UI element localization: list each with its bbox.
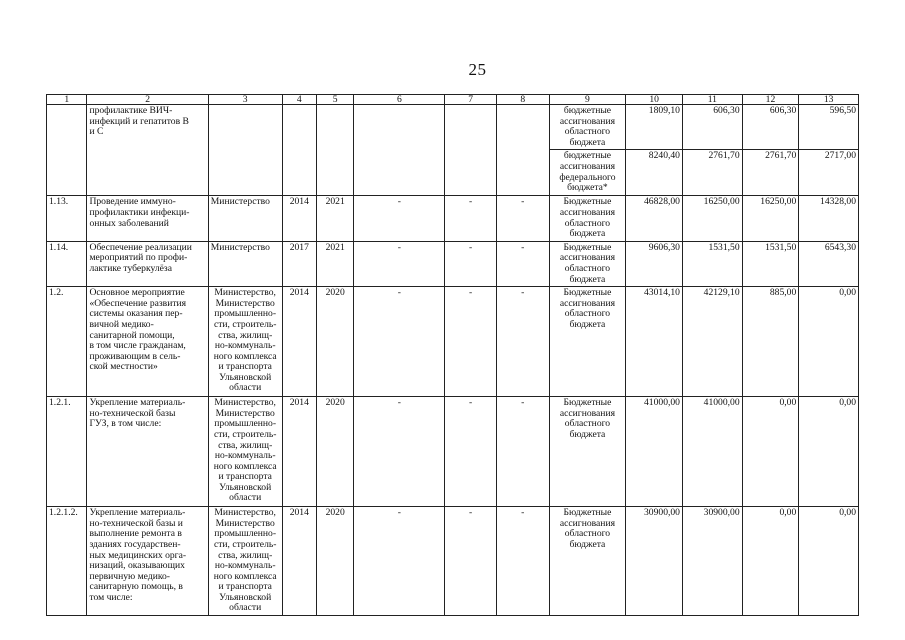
value-col-13: 14328,00 xyxy=(799,196,859,241)
col-8 xyxy=(496,105,549,196)
value-total: 8240,40 xyxy=(626,150,683,196)
header-cell: 12 xyxy=(742,95,799,105)
end-year: 2020 xyxy=(316,397,353,507)
col-7 xyxy=(445,105,497,196)
value-col-12: 885,00 xyxy=(742,287,799,397)
executor: Министерство, Министерство промышленно- сти, строитель- ства, жилищ- но-коммуналь- ного комплекса и транспорта Ульяновской области xyxy=(208,507,282,616)
header-cell: 1 xyxy=(47,95,87,105)
value-col-11: 2761,70 xyxy=(682,150,742,196)
col-7: - xyxy=(445,397,497,507)
funding-source: бюджетные ассигнования федерального бюджета* xyxy=(549,150,626,196)
start-year: 2017 xyxy=(282,241,316,286)
end-year: 2020 xyxy=(316,287,353,397)
col-7: - xyxy=(445,507,497,616)
activity-name: Укрепление материаль- но-технической базы ГУЗ, в том числе: xyxy=(87,397,208,507)
row-number: 1.2. xyxy=(47,287,87,397)
row-number: 1.14. xyxy=(47,241,87,286)
col-8: - xyxy=(496,397,549,507)
start-year: 2014 xyxy=(282,397,316,507)
header-cell: 2 xyxy=(87,95,208,105)
col-6 xyxy=(354,105,445,196)
value-total: 30900,00 xyxy=(626,507,683,616)
header-cell: 9 xyxy=(549,95,626,105)
value-col-11: 606,30 xyxy=(682,105,742,150)
funding-source: бюджетные ассигнования областного бюджета xyxy=(549,105,626,150)
header-cell: 10 xyxy=(626,95,683,105)
col-6: - xyxy=(354,196,445,241)
value-col-12: 0,00 xyxy=(742,397,799,507)
value-total: 9606,30 xyxy=(626,241,683,286)
row-number: 1.2.1.2. xyxy=(47,507,87,616)
activity-name: Обеспечение реализации мероприятий по профи- лактике туберкулёза xyxy=(87,241,208,286)
col-6: - xyxy=(354,397,445,507)
funding-source: Бюджетные ассигнования областного бюджета xyxy=(549,507,626,616)
col-8: - xyxy=(496,196,549,241)
header-cell: 4 xyxy=(282,95,316,105)
activity-name: Укрепление материаль- но-технической базы и выполнение ремонта в зданиях государствен- ных медицинских орга- низаций, оказывающих первичную медико- санитарную помощь, в том числе: xyxy=(87,507,208,616)
header-cell: 11 xyxy=(682,95,742,105)
col-7: - xyxy=(445,241,497,286)
value-col-13: 6543,30 xyxy=(799,241,859,286)
table-row xyxy=(47,507,859,616)
value-total: 41000,00 xyxy=(626,397,683,507)
row-number: 1.13. xyxy=(47,196,87,241)
value-col-12: 1531,50 xyxy=(742,241,799,286)
end-year: 2021 xyxy=(316,196,353,241)
header-cell: 5 xyxy=(316,95,353,105)
col-6: - xyxy=(354,287,445,397)
end-year: 2020 xyxy=(316,507,353,616)
executor xyxy=(208,105,282,196)
col-8: - xyxy=(496,507,549,616)
table-row xyxy=(47,287,859,397)
value-col-11: 42129,10 xyxy=(682,287,742,397)
value-col-11: 1531,50 xyxy=(682,241,742,286)
page-number: 25 xyxy=(468,60,487,79)
executor: Министерство xyxy=(208,241,282,286)
executor: Министерство, Министерство промышленно- сти, строитель- ства, жилищ- но-коммуналь- ного комплекса и транспорта Ульяновской области xyxy=(208,287,282,397)
funding-source: Бюджетные ассигнования областного бюджета xyxy=(549,287,626,397)
activity-name: Основное мероприятие «Обеспечение развития системы оказания пер- вичной медико- санитарной помощи, в том числе гражданам, проживающим в сель- ской местности» xyxy=(87,287,208,397)
value-col-11: 41000,00 xyxy=(682,397,742,507)
value-total: 1809,10 xyxy=(626,105,683,150)
header-cell: 7 xyxy=(445,95,497,105)
table-row xyxy=(47,397,859,507)
header-cell: 8 xyxy=(496,95,549,105)
header-cell: 6 xyxy=(354,95,445,105)
end-year: 2021 xyxy=(316,241,353,286)
value-col-12: 2761,70 xyxy=(742,150,799,196)
table-row xyxy=(47,105,859,150)
budget-table xyxy=(46,94,859,616)
value-col-13: 0,00 xyxy=(799,507,859,616)
executor: Министерство xyxy=(208,196,282,241)
value-col-13: 596,50 xyxy=(799,105,859,150)
value-col-13: 2717,00 xyxy=(799,150,859,196)
value-col-12: 16250,00 xyxy=(742,196,799,241)
col-7: - xyxy=(445,287,497,397)
table-row xyxy=(47,241,859,286)
activity-name: Проведение иммуно- профилактики инфекци- онных заболеваний xyxy=(87,196,208,241)
value-total: 43014,10 xyxy=(626,287,683,397)
header-row xyxy=(47,95,859,105)
header-cell: 3 xyxy=(208,95,282,105)
funding-source: Бюджетные ассигнования областного бюджета xyxy=(549,397,626,507)
start-year: 2014 xyxy=(282,507,316,616)
value-col-11: 30900,00 xyxy=(682,507,742,616)
table-row xyxy=(47,196,859,241)
value-col-13: 0,00 xyxy=(799,287,859,397)
start-year xyxy=(282,105,316,196)
col-7: - xyxy=(445,196,497,241)
value-col-12: 0,00 xyxy=(742,507,799,616)
header-cell: 13 xyxy=(799,95,859,105)
end-year xyxy=(316,105,353,196)
funding-source: Бюджетные ассигнования областного бюджета xyxy=(549,241,626,286)
activity-name: профилактике ВИЧ- инфекций и гепатитов В и С xyxy=(87,105,208,196)
col-6: - xyxy=(354,507,445,616)
col-8: - xyxy=(496,241,549,286)
value-col-12: 606,30 xyxy=(742,105,799,150)
row-number xyxy=(47,105,87,196)
col-8: - xyxy=(496,287,549,397)
row-number: 1.2.1. xyxy=(47,397,87,507)
start-year: 2014 xyxy=(282,196,316,241)
value-col-11: 16250,00 xyxy=(682,196,742,241)
start-year: 2014 xyxy=(282,287,316,397)
col-6: - xyxy=(354,241,445,286)
value-total: 46828,00 xyxy=(626,196,683,241)
value-col-13: 0,00 xyxy=(799,397,859,507)
funding-source: Бюджетные ассигнования областного бюджета xyxy=(549,196,626,241)
executor: Министерство, Министерство промышленно- сти, строитель- ства, жилищ- но-коммуналь- ного комплекса и транспорта Ульяновской области xyxy=(208,397,282,507)
